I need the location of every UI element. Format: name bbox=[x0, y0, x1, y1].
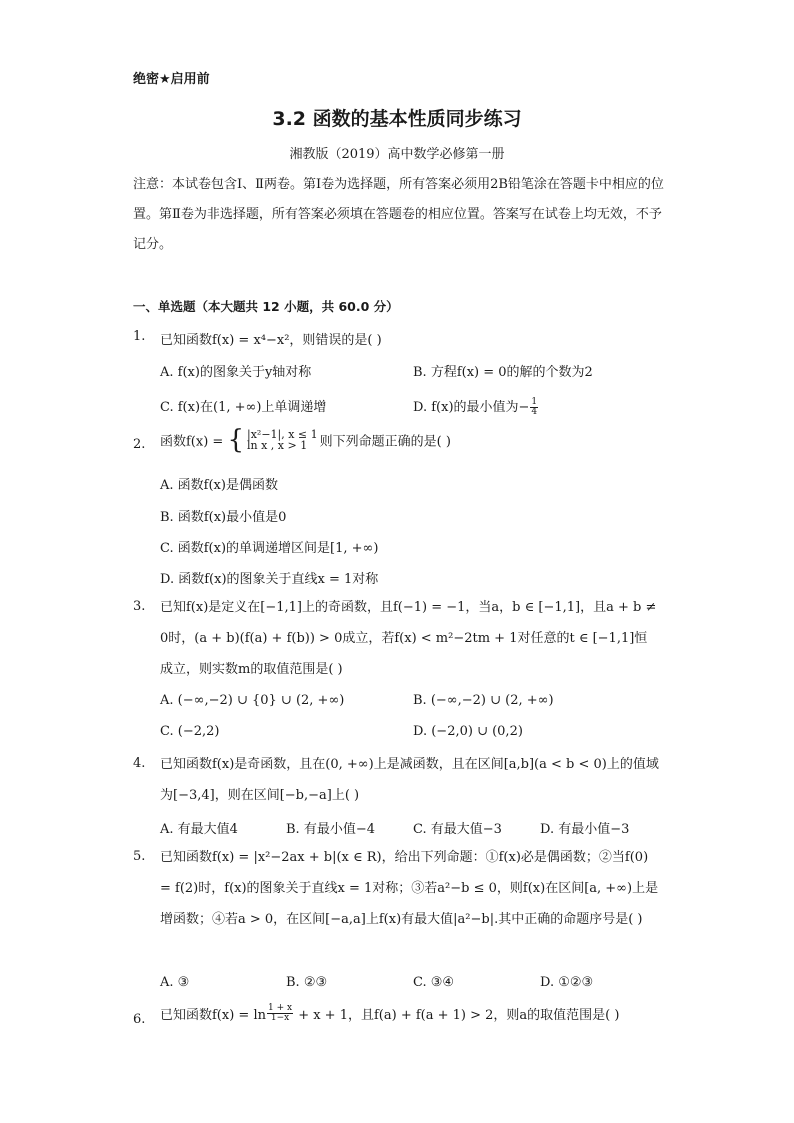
piece-bottom: ln x , x > 1 bbox=[247, 439, 308, 452]
piecewise-brace: { bbox=[227, 425, 244, 455]
option-d: D. 函数f(x)的图象关于直线x = 1对称 bbox=[160, 572, 379, 587]
stem-prefix: 函数f(x) = bbox=[160, 434, 228, 450]
option-b: B. 有最小值−4 bbox=[286, 822, 375, 837]
option-d: D. 有最小值−3 bbox=[540, 822, 630, 837]
stem-suffix: 则下列命题正确的是( ) bbox=[319, 434, 451, 450]
option-d-text: D. f(x)的最小值为− bbox=[413, 400, 530, 415]
question-stem: 已知函数f(x)是奇函数，且在(0, +∞)上是减函数，且在区间[a,b](a < b < 0)上的值域为[−3,4]，则在区间[−b,−a]上( ) bbox=[160, 757, 659, 803]
exam-notice: 注意：本试卷包含Ⅰ、Ⅱ两卷。第Ⅰ卷为选择题，所有答案必须用2B铅笔涂在答题卡中相应的位置。第Ⅱ卷为非选择题，所有答案必须填在答题卷的相应位置。答案写在试卷上均无效，不予记分。 bbox=[133, 177, 664, 252]
stem-suffix: + x + 1，且f(a) + f(a + 1) > 2，则a的取值范围是( ) bbox=[294, 1008, 620, 1023]
option-c: C. 有最大值−3 bbox=[413, 822, 502, 837]
option-a: A. 函数f(x)是偶函数 bbox=[160, 478, 278, 493]
option-a: A. f(x)的图象关于y轴对称 bbox=[160, 365, 312, 380]
question-stem: 已知函数f(x) = x⁴−x²，则错误的是( ) bbox=[160, 333, 382, 348]
option-c: C. (−2,2) bbox=[160, 724, 220, 739]
question-number: 5. bbox=[133, 849, 146, 864]
min-fraction bbox=[530, 398, 538, 417]
question-stem: 已知函数f(x) = |x²−2ax + b|(x ∈ R)，给出下列命题：①f(x)必是偶函数；②当f(0) = f(2)时，f(x)的图象关于直线x = 1对称；③若a²−b ≤ 0，则f(x)在区间[a, +∞)上是增函数；④若a > 0，在区间[−a,a]上f(x)有最大值|a²−b|.其中正确的命题序号是( ) bbox=[160, 850, 659, 927]
option-d: D. ①②③ bbox=[540, 975, 594, 990]
stem-prefix: 已知函数f(x) = ln bbox=[160, 1008, 266, 1023]
piecewise-cases bbox=[247, 429, 318, 451]
question-number: 2. bbox=[133, 437, 146, 452]
option-d: D. (−2,0) ∪ (0,2) bbox=[413, 724, 523, 739]
option-b: B. 方程f(x) = 0的解的个数为2 bbox=[413, 365, 593, 380]
question-number: 6. bbox=[133, 1012, 146, 1027]
option-a: A. 有最大值4 bbox=[160, 822, 238, 837]
section-heading: 一、单选题（本大题共 12 小题，共 60.0 分） bbox=[133, 299, 399, 314]
confidential-label: 绝密★启用前 bbox=[133, 72, 210, 87]
question-number: 1. bbox=[133, 329, 146, 344]
option-c: C. ③④ bbox=[413, 975, 455, 990]
option-b: B. ②③ bbox=[286, 975, 328, 990]
option-b: B. 函数f(x)最小值是0 bbox=[160, 510, 287, 525]
question-number: 3. bbox=[133, 599, 146, 614]
option-c: C. f(x)在(1, +∞)上单调递增 bbox=[160, 400, 327, 415]
ln-fraction bbox=[267, 1004, 293, 1023]
option-c: C. 函数f(x)的单调递增区间是[1, +∞) bbox=[160, 541, 379, 556]
fraction-numerator: 1 bbox=[531, 397, 538, 407]
option-a: A. ③ bbox=[160, 975, 190, 990]
page-subtitle: 湘教版（2019）高中数学必修第一册 bbox=[289, 147, 505, 162]
fraction-denominator: 4 bbox=[531, 407, 538, 417]
piece-top: |x²−1|, x ≤ 1 bbox=[247, 428, 318, 441]
question-stem: 已知f(x)是定义在[−1,1]上的奇函数，且f(−1) = −1，当a，b ∈ [−1,1]，且a + b ≠ 0时，(a + b)(f(a) + f(b)) > 0成立，若f(x) < m²−2tm + 1对任意的t ∈ [−1,1]恒成立，则实数m的取值范围是( ) bbox=[160, 600, 657, 677]
fraction-numerator: 1 + x bbox=[267, 1003, 293, 1013]
fraction-denominator: 1−x bbox=[270, 1013, 290, 1023]
question-number: 4. bbox=[133, 756, 146, 771]
page-title: 3.2 函数的基本性质同步练习 bbox=[272, 108, 522, 130]
question-stem bbox=[160, 1004, 619, 1023]
option-a: A. (−∞,−2) ∪ {0} ∪ (2, +∞) bbox=[160, 693, 345, 708]
question-stem bbox=[160, 427, 451, 453]
option-d bbox=[413, 396, 539, 417]
option-b: B. (−∞,−2) ∪ (2, +∞) bbox=[413, 693, 554, 708]
